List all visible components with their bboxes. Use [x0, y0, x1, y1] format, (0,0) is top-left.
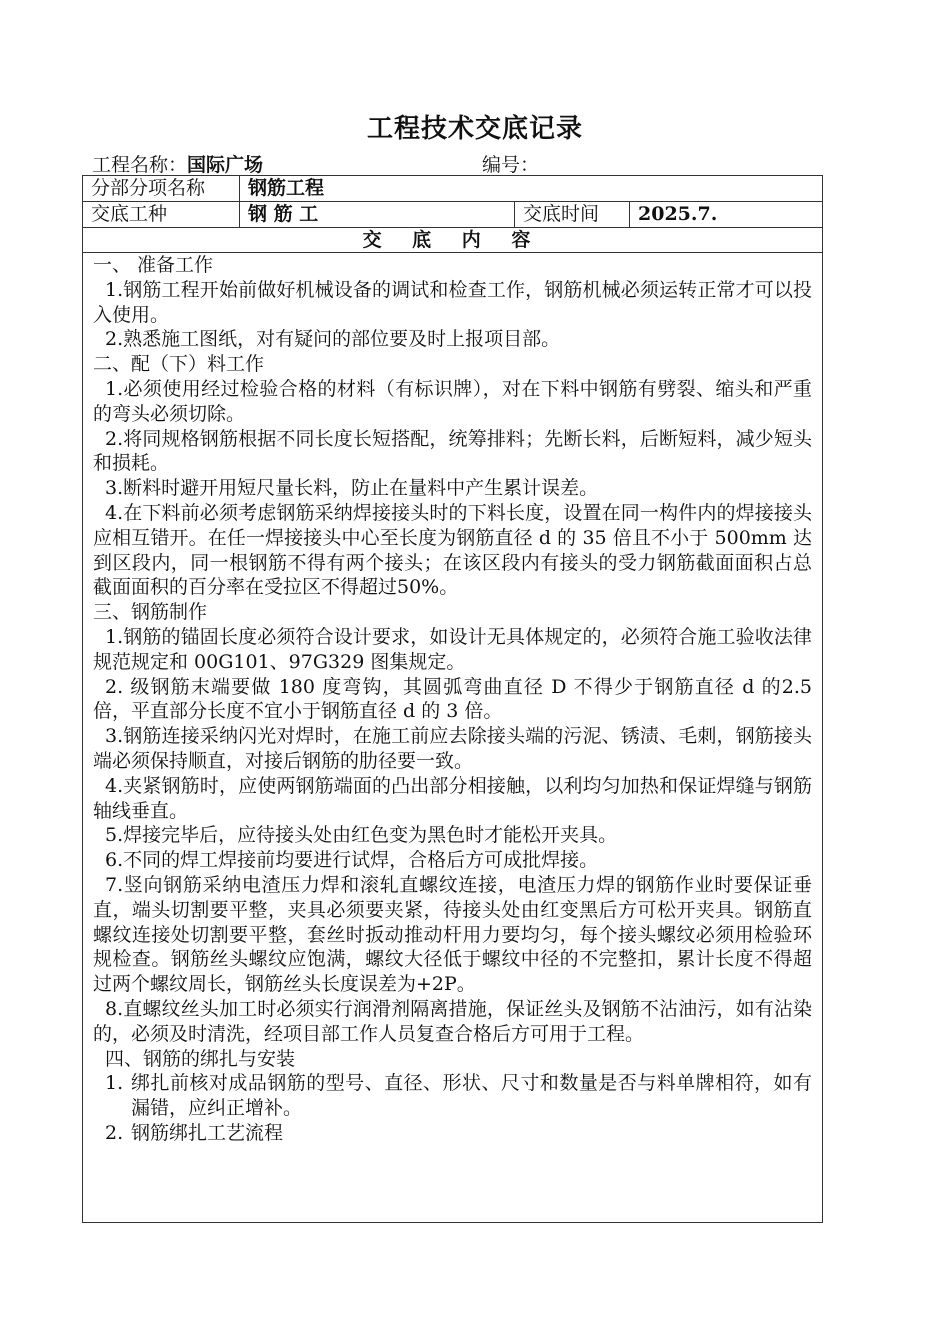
disclosure-table [82, 175, 823, 1223]
paragraph: 2.熟悉施工图纸，对有疑问的部位要及时上报项目部。 [105, 328, 561, 351]
paragraph: 2. 级钢筋末端要做 180 度弯钩，其圆弧弯曲直径 D 不得少于钢筋直径 d 的2.5 倍，平直部分长度不宜小于钢筋直径 d 的 3 倍。 [93, 675, 812, 723]
trade-label: 交底工种 [83, 202, 240, 227]
project-name-field [92, 150, 263, 177]
subproject-label: 分部分项名称 [83, 176, 240, 201]
disclosure-content [83, 253, 822, 1146]
paragraph: 2.将同规格钢筋根据不同长度长短搭配，统筹排料；先断长料，后断短料，减少短头和损耗。 [93, 427, 812, 475]
content-heading: 交 底 内 容 [362, 229, 543, 251]
subproject-row [83, 176, 822, 202]
section-title: 二、配（下）料工作 [93, 353, 265, 376]
paragraph: 7.竖向钢筋采纳电渣压力焊和滚轧直螺纹连接，电渣压力焊的钢筋作业时要保证垂直，端头切割要平整，夹具必须要夹紧，待接头处由红变黑后方可松开夹具。钢筋直螺纹连接处切割要平整，套丝时扳动推动杆用力要均匀，每个接头螺纹必须用检验环规检查。钢筋丝头螺纹应饱满，螺纹大径低于螺纹中径的不完整扣，累计长度不得超过两个螺纹周长，钢筋丝头长度误差为+2P。 [93, 873, 812, 996]
paragraph: 4.在下料前必须考虑钢筋采纳焊接接头时的下料长度，设置在同一构件内的焊接接头应相互错开。在任一焊接接头中心至长度为钢筋直径 d 的 35 倍且不小于 500mm 达到区段内，同一根钢筋不得有两个接头；在该区段内有接头的受力钢筋截面面积占总截面面积的百分率在受拉区不得超过50%。 [93, 501, 812, 599]
list-text: 钢筋绑扎工艺流程 [131, 1121, 284, 1144]
section-title: 一、 准备工作 [93, 254, 214, 276]
paragraph: 6.不同的焊工焊接前均要进行试焊，合格后方可成批焊接。 [105, 849, 599, 872]
date-label: 交底时间 [515, 202, 630, 227]
section-title: 三、钢筋制作 [93, 601, 208, 624]
paragraph: 3.断料时避开用短尺量长料，防止在量料中产生累计误差。 [105, 477, 599, 500]
trade-row [83, 202, 822, 228]
list-item [93, 1071, 812, 1121]
list-number: 1. [105, 1072, 124, 1095]
paragraph: 5.焊接完毕后，应待接头处由红色变为黑色时才能松开夹具。 [105, 824, 618, 847]
trade-value: 钢 筋 工 [240, 202, 515, 227]
document-meta [92, 150, 832, 174]
list-number: 2. [105, 1121, 124, 1144]
subproject-value: 钢筋工程 [248, 177, 325, 199]
paragraph: 4.夹紧钢筋时，应使两钢筋端面的凸出部分相接触，以利均匀加热和保证焊缝与钢筋轴线垂直。 [93, 774, 812, 822]
document-title: 工程技术交底记录 [366, 114, 583, 144]
project-label: 工程名称： [92, 154, 188, 176]
section-title: 四、钢筋的绑扎与安装 [105, 1047, 296, 1070]
paragraph: 1.钢筋工程开始前做好机械设备的调试和检查工作，钢筋机械必须运转正常才可以投入使用。 [93, 278, 812, 326]
paragraph: 3.钢筋连接采纳闪光对焊时，在施工前应去除接头端的污泥、锈渍、毛刺，钢筋接头端必须保持顺直，对接后钢筋的肋径要一致。 [93, 725, 812, 772]
paragraph: 1.钢筋的锚固长度必须符合设计要求，如设计无具体规定的，必须符合施工验收法律规范规定和 00G101、97G329 图集规定。 [93, 625, 812, 673]
content-heading-row [83, 228, 822, 253]
project-name: 国际广场 [187, 154, 264, 176]
paragraph: 8.直螺纹丝头加工时必须实行润滑剂隔离措施，保证丝头及钢筋不沾油污，如有沾染的，必须及时清洗，经项目部工作人员复查合格后方可用于工程。 [93, 997, 812, 1045]
paragraph: 1.必须使用经过检验合格的材料（有标识牌），对在下料中钢筋有劈裂、缩头和严重的弯头必须切除。 [93, 377, 812, 425]
list-item [93, 1121, 812, 1146]
date-value: 2025.7. [638, 203, 718, 225]
document-number-label: 编号： [482, 154, 540, 176]
list-text: 绑扎前核对成品钢筋的型号、直径、形状、尺寸和数量是否与料单牌相符，如有漏错，应纠正增补。 [131, 1072, 812, 1120]
